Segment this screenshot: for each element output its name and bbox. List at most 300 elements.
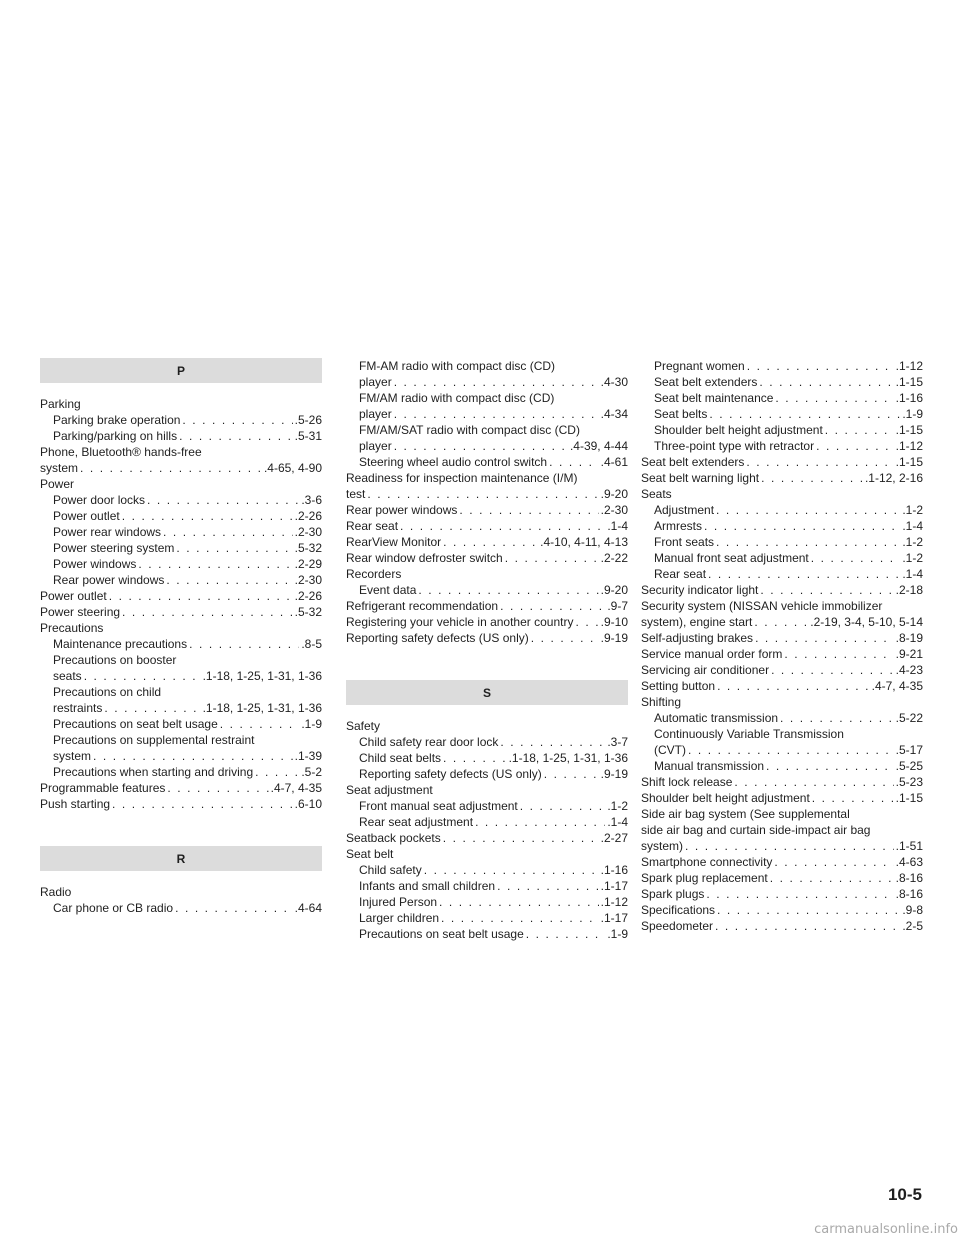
dot-leader bbox=[784, 646, 893, 662]
section-header: S bbox=[346, 680, 628, 705]
entry-text: Manual front seat adjustment bbox=[654, 551, 809, 565]
index-subentry bbox=[40, 524, 322, 540]
entry-text: Phone, Bluetooth® hands-free bbox=[40, 445, 202, 459]
entry-text: system) bbox=[641, 839, 683, 853]
page-reference: .9-20 bbox=[600, 583, 628, 597]
dot-leader bbox=[716, 502, 900, 518]
dot-leader bbox=[109, 588, 293, 604]
page-reference: .1-2 bbox=[902, 551, 923, 565]
section-gap bbox=[346, 646, 628, 680]
dot-leader bbox=[122, 604, 293, 620]
index-subentry bbox=[641, 758, 923, 774]
page-reference: .4-7, 4-35 bbox=[270, 781, 322, 795]
entry-text: Three-point type with retractor bbox=[654, 439, 815, 453]
page-number: 10-5 bbox=[887, 1185, 922, 1204]
index-entry bbox=[641, 806, 923, 822]
entry-text: FM/AM/SAT radio with compact disc (CD) bbox=[359, 423, 580, 437]
dot-leader bbox=[520, 798, 606, 814]
dot-leader bbox=[575, 614, 598, 630]
page-reference: .1-39 bbox=[294, 749, 322, 763]
index-subentry bbox=[641, 390, 923, 406]
dot-leader bbox=[704, 518, 900, 534]
dot-leader bbox=[176, 540, 292, 556]
page-reference: .5-31 bbox=[294, 429, 322, 443]
dot-leader bbox=[475, 814, 605, 830]
index-entry bbox=[346, 518, 628, 534]
entry-text: Precautions on supplemental restraint bbox=[53, 733, 255, 747]
entry-text: restraints bbox=[53, 701, 103, 715]
index-entry bbox=[40, 396, 322, 412]
page-reference: .2-27 bbox=[600, 831, 628, 845]
dot-leader bbox=[112, 796, 293, 812]
dot-leader bbox=[755, 630, 894, 646]
dot-leader bbox=[708, 566, 900, 582]
page-reference: .5-2 bbox=[301, 765, 322, 779]
index-entry bbox=[346, 782, 628, 798]
entry-text: player bbox=[359, 375, 392, 389]
entry-text: Security system (NISSAN vehicle immobilizer bbox=[641, 599, 883, 613]
dot-leader bbox=[84, 668, 201, 684]
entry-text: Spark plug replacement bbox=[641, 871, 768, 885]
dot-leader bbox=[255, 764, 299, 780]
index-entry bbox=[346, 566, 628, 582]
index-subentry bbox=[346, 406, 628, 422]
page-reference: .2-30 bbox=[294, 525, 322, 539]
entry-text: Event data bbox=[359, 583, 417, 597]
entry-text: Servicing air conditioner bbox=[641, 663, 770, 677]
dot-leader bbox=[500, 734, 605, 750]
entry-text: Front manual seat adjustment bbox=[359, 799, 518, 813]
page-reference: .1-9 bbox=[301, 717, 322, 731]
entry-text: Seat belt bbox=[346, 847, 394, 861]
dot-leader bbox=[147, 492, 299, 508]
index-subentry bbox=[346, 390, 628, 406]
entry-text: Adjustment bbox=[654, 503, 715, 517]
index-entry bbox=[641, 774, 923, 790]
entry-text: Automatic transmission bbox=[654, 711, 779, 725]
entry-text: Power outlet bbox=[53, 509, 120, 523]
index-subentry bbox=[346, 878, 628, 894]
index-entry bbox=[641, 630, 923, 646]
dot-leader bbox=[688, 742, 894, 758]
dot-leader bbox=[80, 460, 262, 476]
index-subentry bbox=[40, 492, 322, 508]
page-reference: .2-29 bbox=[294, 557, 322, 571]
dot-leader bbox=[715, 918, 900, 934]
index-subentry bbox=[346, 438, 628, 454]
index-entry bbox=[40, 604, 322, 620]
entry-text: Manual transmission bbox=[654, 759, 765, 773]
dot-leader bbox=[505, 550, 599, 566]
index-subentry bbox=[641, 406, 923, 422]
dot-leader bbox=[717, 678, 870, 694]
page-reference: .1-9 bbox=[607, 927, 628, 941]
entry-text: Rear power windows bbox=[53, 573, 165, 587]
entry-text: Injured Person bbox=[359, 895, 438, 909]
page-reference: .1-12 bbox=[600, 895, 628, 909]
page-reference: .1-4 bbox=[902, 567, 923, 581]
index-column-2 bbox=[346, 358, 628, 942]
dot-leader bbox=[774, 854, 893, 870]
dot-leader bbox=[439, 894, 599, 910]
index-entry bbox=[641, 870, 923, 886]
dot-leader bbox=[167, 780, 268, 796]
dot-leader bbox=[189, 636, 299, 652]
entry-text: Speedometer bbox=[641, 919, 714, 933]
index-subentry bbox=[40, 508, 322, 524]
page-reference: .1-12 bbox=[895, 359, 923, 373]
page-reference: .4-61 bbox=[600, 455, 628, 469]
entry-text: Precautions on seat belt usage bbox=[53, 717, 218, 731]
index-subentry bbox=[40, 556, 322, 572]
dot-leader bbox=[443, 750, 507, 766]
page-reference: .1-15 bbox=[895, 455, 923, 469]
entry-text: system bbox=[53, 749, 92, 763]
index-subentry bbox=[346, 374, 628, 390]
entry-text: Shoulder belt height adjustment bbox=[654, 423, 823, 437]
entry-text: Larger children bbox=[359, 911, 440, 925]
entry-text: Power steering system bbox=[53, 541, 175, 555]
dot-leader bbox=[754, 614, 808, 630]
entry-text: Child safety rear door lock bbox=[359, 735, 499, 749]
index-subentry bbox=[346, 734, 628, 750]
index-subentry bbox=[346, 358, 628, 374]
entry-text: Rear power windows bbox=[346, 503, 458, 517]
index-subentry bbox=[346, 862, 628, 878]
index-entry bbox=[40, 476, 322, 492]
index-subentry bbox=[641, 534, 923, 550]
page-reference: .9-19 bbox=[600, 767, 628, 781]
index-entry bbox=[346, 470, 628, 486]
dot-leader bbox=[441, 910, 599, 926]
entry-text: FM-AM radio with compact disc (CD) bbox=[359, 359, 556, 373]
entry-text: Steering wheel audio control switch bbox=[359, 455, 548, 469]
index-entry bbox=[641, 598, 923, 614]
page-reference: .1-4 bbox=[607, 519, 628, 533]
index-entry bbox=[346, 846, 628, 862]
index-subentry bbox=[40, 668, 322, 684]
index-column-3 bbox=[641, 358, 923, 934]
index-entry bbox=[346, 502, 628, 518]
page-reference: .1-15 bbox=[895, 423, 923, 437]
entry-text: Seat belt maintenance bbox=[654, 391, 774, 405]
page-reference: .5-22 bbox=[895, 711, 923, 725]
index-entry bbox=[40, 620, 322, 636]
index-subentry bbox=[641, 726, 923, 742]
entry-text: Setting button bbox=[641, 679, 716, 693]
index-subentry bbox=[346, 750, 628, 766]
page-reference: .4-63 bbox=[895, 855, 923, 869]
entry-text: FM/AM radio with compact disc (CD) bbox=[359, 391, 555, 405]
index-subentry bbox=[40, 684, 322, 700]
entry-text: Specifications bbox=[641, 903, 716, 917]
dot-leader bbox=[716, 534, 900, 550]
index-entry bbox=[40, 460, 322, 476]
page-reference: .1-15 bbox=[895, 375, 923, 389]
entry-text: Reporting safety defects (US only) bbox=[346, 631, 529, 645]
entry-text: Shifting bbox=[641, 695, 682, 709]
dot-leader bbox=[175, 900, 293, 916]
dot-leader bbox=[549, 454, 599, 470]
dot-leader bbox=[811, 550, 901, 566]
page-reference: .6-10 bbox=[294, 797, 322, 811]
entry-text: seats bbox=[53, 669, 82, 683]
entry-text: Shift lock release bbox=[641, 775, 733, 789]
entry-text: Safety bbox=[346, 719, 381, 733]
entry-text: RearView Monitor bbox=[346, 535, 442, 549]
page-reference: .4-64 bbox=[294, 901, 322, 915]
index-entry bbox=[641, 886, 923, 902]
page-reference: .5-25 bbox=[895, 759, 923, 773]
index-entry bbox=[346, 486, 628, 502]
page-reference: .4-30 bbox=[600, 375, 628, 389]
entry-text: side air bag and curtain side-impact air bag bbox=[641, 823, 871, 837]
dot-leader bbox=[182, 412, 292, 428]
page-reference: .5-26 bbox=[294, 413, 322, 427]
entry-text: Power steering bbox=[40, 605, 121, 619]
page-reference: .1-4 bbox=[607, 815, 628, 829]
dot-leader bbox=[771, 662, 894, 678]
entry-text: Service manual order form bbox=[641, 647, 783, 661]
page-reference: .4-65, 4-90 bbox=[263, 461, 322, 475]
entry-text: Radio bbox=[40, 885, 72, 899]
entry-text: Seat adjustment bbox=[346, 783, 433, 797]
page-reference: .1-18, 1-25, 1-31, 1-36 bbox=[202, 669, 322, 683]
entry-text: Security indicator light bbox=[641, 583, 759, 597]
index-entry bbox=[641, 454, 923, 470]
page-reference: .3-7 bbox=[607, 735, 628, 749]
dot-leader bbox=[526, 926, 606, 942]
page-reference: .5-23 bbox=[895, 775, 923, 789]
page-reference: .1-12, 2-16 bbox=[864, 471, 923, 485]
dot-leader bbox=[770, 870, 894, 886]
entry-text: Power windows bbox=[53, 557, 137, 571]
dot-leader bbox=[500, 598, 605, 614]
entry-text: Power outlet bbox=[40, 589, 107, 603]
page-reference: .4-10, 4-11, 4-13 bbox=[540, 535, 628, 549]
dot-leader bbox=[138, 556, 292, 572]
page-reference: .2-26 bbox=[294, 589, 322, 603]
entry-text: Precautions on child bbox=[53, 685, 162, 699]
section-header: R bbox=[40, 846, 322, 871]
page-reference: .2-26 bbox=[294, 509, 322, 523]
dot-leader bbox=[544, 766, 599, 782]
index-subentry bbox=[40, 652, 322, 668]
dot-leader bbox=[734, 774, 893, 790]
index-entry bbox=[40, 444, 322, 460]
entry-text: test bbox=[346, 487, 366, 501]
page-reference: .1-15 bbox=[895, 791, 923, 805]
dot-leader bbox=[760, 582, 893, 598]
index-entry bbox=[641, 646, 923, 662]
index-subentry bbox=[346, 798, 628, 814]
entry-text: Car phone or CB radio bbox=[53, 901, 174, 915]
entry-text: Push starting bbox=[40, 797, 111, 811]
index-entry bbox=[40, 884, 322, 900]
entry-text: Child seat belts bbox=[359, 751, 442, 765]
entry-text: Parking bbox=[40, 397, 81, 411]
dot-leader bbox=[443, 830, 599, 846]
index-subentry bbox=[641, 422, 923, 438]
dot-leader bbox=[424, 862, 599, 878]
index-subentry bbox=[641, 550, 923, 566]
entry-text: Side air bag system (See supplemental bbox=[641, 807, 850, 821]
page-reference: .4-39, 4-44 bbox=[569, 439, 628, 453]
index-subentry bbox=[641, 438, 923, 454]
index-subentry bbox=[40, 748, 322, 764]
index-subentry bbox=[40, 428, 322, 444]
page-reference: .1-51 bbox=[895, 839, 923, 853]
index-subentry bbox=[40, 540, 322, 556]
entry-text: player bbox=[359, 439, 392, 453]
entry-text: (CVT) bbox=[654, 743, 686, 757]
page-reference: .8-19 bbox=[895, 631, 923, 645]
entry-text: Smartphone connectivity bbox=[641, 855, 773, 869]
index-entry bbox=[641, 486, 923, 502]
dot-leader bbox=[531, 630, 599, 646]
page-reference: .8-5 bbox=[301, 637, 322, 651]
index-entry bbox=[40, 796, 322, 812]
entry-text: Spark plugs bbox=[641, 887, 705, 901]
index-subentry bbox=[40, 700, 322, 716]
entry-text: Seat belt extenders bbox=[641, 455, 745, 469]
index-entry bbox=[641, 582, 923, 598]
dot-leader bbox=[685, 838, 894, 854]
dot-leader bbox=[166, 572, 292, 588]
index-entry bbox=[641, 822, 923, 838]
index-subentry bbox=[346, 894, 628, 910]
page-reference: .4-7, 4-35 bbox=[871, 679, 923, 693]
page-reference: .1-18, 1-25, 1-31, 1-36 bbox=[202, 701, 322, 715]
index-entry bbox=[346, 534, 628, 550]
page-reference: .2-19, 3-4, 5-10, 5-14 bbox=[810, 615, 923, 629]
page-reference: .1-2 bbox=[902, 535, 923, 549]
entry-text: Precautions bbox=[40, 621, 104, 635]
index-subentry bbox=[641, 358, 923, 374]
page-reference: .1-17 bbox=[600, 879, 628, 893]
entry-text: Rear seat bbox=[654, 567, 707, 581]
index-subentry bbox=[346, 422, 628, 438]
dot-leader bbox=[812, 790, 894, 806]
entry-text: Readiness for inspection maintenance (I/M) bbox=[346, 471, 578, 485]
page-reference: .8-16 bbox=[895, 887, 923, 901]
entry-text: Shoulder belt height adjustment bbox=[641, 791, 810, 805]
page-reference: .2-30 bbox=[294, 573, 322, 587]
page-reference: .4-23 bbox=[895, 663, 923, 677]
page-reference: .3-6 bbox=[301, 493, 322, 507]
dot-leader bbox=[122, 508, 293, 524]
page-reference: .8-16 bbox=[895, 871, 923, 885]
index-entry bbox=[346, 614, 628, 630]
page-reference: .1-16 bbox=[600, 863, 628, 877]
entry-text: system), engine start bbox=[641, 615, 753, 629]
entry-text: Continuously Variable Transmission bbox=[654, 727, 844, 741]
entry-text: Power bbox=[40, 477, 75, 491]
index-subentry bbox=[40, 732, 322, 748]
dot-leader bbox=[497, 878, 599, 894]
index-subentry bbox=[40, 412, 322, 428]
index-entry bbox=[641, 678, 923, 694]
entry-text: Reporting safety defects (US only) bbox=[359, 767, 542, 781]
index-entry bbox=[641, 694, 923, 710]
dot-leader bbox=[706, 886, 893, 902]
entry-text: Programmable features bbox=[40, 781, 166, 795]
entry-text: Rear seat adjustment bbox=[359, 815, 474, 829]
index-entry bbox=[346, 830, 628, 846]
index-subentry bbox=[346, 454, 628, 470]
entry-text: Front seats bbox=[654, 535, 715, 549]
index-subentry bbox=[641, 374, 923, 390]
page-reference: .9-10 bbox=[600, 615, 628, 629]
index-entry bbox=[346, 598, 628, 614]
dot-leader bbox=[459, 502, 598, 518]
page-reference: .1-2 bbox=[607, 799, 628, 813]
index-subentry bbox=[641, 518, 923, 534]
index-entry bbox=[641, 838, 923, 854]
page-reference: .9-19 bbox=[600, 631, 628, 645]
dot-leader bbox=[93, 748, 293, 764]
entry-text: Infants and small children bbox=[359, 879, 496, 893]
index-entry bbox=[641, 918, 923, 934]
entry-text: Child safety bbox=[359, 863, 422, 877]
entry-text: Recorders bbox=[346, 567, 402, 581]
entry-text: Parking/parking on hills bbox=[53, 429, 178, 443]
index-subentry bbox=[346, 910, 628, 926]
entry-text: Self-adjusting brakes bbox=[641, 631, 754, 645]
index-subentry bbox=[641, 710, 923, 726]
index-subentry bbox=[641, 566, 923, 582]
index-entry bbox=[641, 854, 923, 870]
page-reference: .9-20 bbox=[600, 487, 628, 501]
index-subentry bbox=[346, 766, 628, 782]
entry-text: Seats bbox=[641, 487, 672, 501]
index-subentry bbox=[346, 582, 628, 598]
page-reference: .1-16 bbox=[895, 391, 923, 405]
dot-leader bbox=[717, 902, 900, 918]
page-reference: .1-2 bbox=[902, 503, 923, 517]
index-subentry bbox=[40, 636, 322, 652]
page-reference: .2-18 bbox=[895, 583, 923, 597]
entry-text: Rear seat bbox=[346, 519, 399, 533]
index-column-1 bbox=[40, 358, 322, 916]
dot-leader bbox=[825, 422, 894, 438]
page-reference: .2-5 bbox=[902, 919, 923, 933]
entry-text: Power door locks bbox=[53, 493, 146, 507]
dot-leader bbox=[747, 358, 894, 374]
section-header: P bbox=[40, 358, 322, 383]
entry-text: Precautions on booster bbox=[53, 653, 177, 667]
page-reference: .2-30 bbox=[600, 503, 628, 517]
page-reference: .9-8 bbox=[902, 903, 923, 917]
index-entry bbox=[346, 718, 628, 734]
page-reference: .1-12 bbox=[895, 439, 923, 453]
entry-text: Maintenance precautions bbox=[53, 637, 188, 651]
dot-leader bbox=[766, 758, 894, 774]
section-gap bbox=[40, 812, 322, 846]
dot-leader bbox=[709, 406, 900, 422]
index-subentry bbox=[641, 742, 923, 758]
entry-text: Armrests bbox=[654, 519, 702, 533]
page-reference: .1-17 bbox=[600, 911, 628, 925]
entry-text: Power rear windows bbox=[53, 525, 162, 539]
dot-leader bbox=[394, 374, 599, 390]
dot-leader bbox=[220, 716, 300, 732]
dot-leader bbox=[418, 582, 598, 598]
entry-text: Seatback pockets bbox=[346, 831, 441, 845]
dot-leader bbox=[104, 700, 200, 716]
entry-text: Seat belt warning light bbox=[641, 471, 760, 485]
dot-leader bbox=[759, 374, 893, 390]
